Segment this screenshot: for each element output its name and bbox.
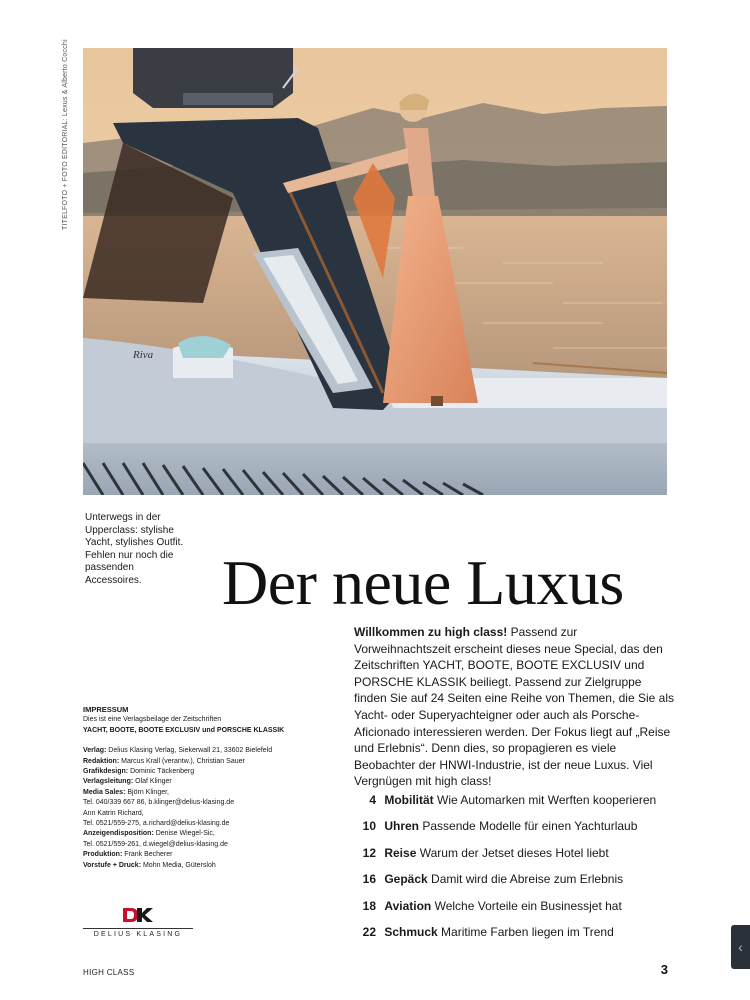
impressum-line [83, 840, 343, 850]
impressum-label: Redaktion: [83, 757, 120, 765]
photo-caption: Unterwegs in der Upperclass: stylishe Yacht, stylishes Outfit. Fehlen nur noch die passenden Accessoires. [85, 512, 184, 586]
delius-klasing-mark-icon [123, 908, 153, 922]
impressum-line [83, 798, 343, 808]
impressum-line [83, 829, 343, 839]
impressum-label: Verlag: [83, 747, 107, 755]
toc-title: Reise [384, 845, 417, 860]
publisher-logo-text: DELIUS KLASING [93, 931, 183, 938]
impressum-label: Produktion: [83, 851, 123, 859]
toc-item[interactable] [354, 816, 674, 842]
chevron-left-icon: ‹ [738, 939, 743, 955]
previous-page-button[interactable] [731, 925, 750, 969]
toc-page-number: 16 [362, 872, 376, 887]
toc-item[interactable] [354, 790, 674, 816]
intro-body: Passend zur Vorweihnachtszeit erscheint dieses neue Special, das den Zeitschriften YACHT, BOOTE, BOOTE EXCLUSIV und PORSCHE KLASSIK beiliegt. Passend zur Zielgruppe finden Sie auf 24 Seiten eine Reihe von Themen, die Sie als Yacht- oder Superyachteigner oder auch als Porsche-Aficionado interessieren werden. Der Fokus liegt auf „Reise und Erlebnis“. Denn dies, so propagieren es viele Beobachter der HNWI-Industrie, ist der neue Luxus. Viel Vergnügen mit high class! [354, 625, 674, 789]
publisher-logo [83, 908, 193, 938]
boat-brand-script: Riva [133, 349, 154, 361]
page-title: Der neue Luxus [222, 546, 624, 618]
toc-title: Aviation [384, 898, 432, 913]
impressum-value: Frank Becherer [122, 851, 173, 859]
toc-page-number: 10 [362, 819, 376, 834]
toc-item[interactable] [354, 896, 674, 922]
impressum-value: Dominic Täckenberg [128, 768, 195, 776]
impressum-value: Marcus Krall (verantw.), Christian Sauer [119, 757, 245, 765]
toc-page-number: 22 [362, 924, 376, 939]
impressum-line [83, 861, 343, 871]
toc-page-number: 12 [362, 845, 376, 860]
toc-page-number: 18 [362, 898, 376, 913]
toc-description: Welche Vorteile ein Businessjet hat [434, 898, 622, 913]
impressum-value: Ann Katrin Richard, [83, 809, 144, 817]
impressum-line [83, 777, 343, 787]
toc-title: Mobilität [384, 793, 434, 807]
impressum-value: Tel. 040/339 667 86, b.klinger@delius-klasing.de [83, 799, 235, 807]
logo-divider [83, 928, 193, 929]
impressum-value: Björn Klinger, [125, 788, 170, 796]
impressum-magazines-text: YACHT, BOOTE, BOOTE EXCLUSIV und PORSCHE KLASSIK [83, 726, 285, 734]
yacht-scene-illustration [83, 48, 667, 495]
impressum-line [83, 809, 343, 819]
impressum-heading: IMPRESSUM [83, 705, 129, 714]
toc-description: Wie Automarken mit Werften kooperieren [437, 793, 657, 807]
toc-description: Damit wird die Abreise zum Erlebnis [431, 872, 624, 887]
impressum-label: Anzeigendisposition: [83, 830, 154, 838]
impressum-line [83, 850, 343, 860]
toc-title: Schmuck [384, 924, 438, 939]
footer-section: HIGH CLASS [83, 968, 135, 977]
impressum-value: Delius Klasing Verlag, Siekerwall 21, 33602 Bielefeld [106, 747, 273, 755]
impressum [83, 705, 343, 871]
impressum-label: Verlagsleitung: [83, 778, 134, 786]
impressum-value: Tel. 0521/559-261, d.wiegel@delius-klasing.de [83, 840, 228, 848]
toc-description: Maritime Farben liegen im Trend [441, 924, 614, 939]
impressum-magazines [83, 726, 343, 736]
impressum-line [83, 767, 343, 777]
page-number: 3 [660, 962, 668, 977]
toc-page-number: 4 [369, 793, 376, 807]
impressum-value: Tel. 0521/559-275, a.richard@delius-klasing.de [83, 820, 230, 828]
impressum-value: Olaf Klinger [133, 778, 172, 786]
cover-photo [83, 48, 667, 495]
impressum-line [83, 819, 343, 829]
toc-item[interactable] [354, 843, 674, 869]
toc-description: Warum der Jetset dieses Hotel liebt [419, 845, 609, 860]
impressum-line [83, 746, 343, 756]
toc-title: Gepäck [384, 872, 428, 887]
toc-item[interactable] [354, 869, 674, 895]
photo-credit: TITELFOTO + FOTO EDITORIAL: Lexus & Alberto Cocchi [62, 39, 69, 230]
impressum-label: Grafikdesign: [83, 768, 129, 776]
table-of-contents [354, 790, 674, 948]
impressum-label: Media Sales: [83, 788, 126, 796]
impressum-label: Vorstufe + Druck: [83, 861, 142, 869]
intro-paragraph [354, 624, 674, 790]
impressum-line [83, 757, 343, 767]
impressum-note: Dies ist eine Verlagsbeilage der Zeitschriften [83, 716, 222, 724]
impressum-line [83, 788, 343, 798]
toc-item[interactable] [354, 922, 674, 948]
intro-lead: Willkommen zu high class! [354, 625, 508, 639]
toc-description: Passende Modelle für einen Yachturlaub [422, 819, 638, 834]
impressum-value: Denise Wiegel-Sic, [153, 830, 215, 838]
toc-title: Uhren [384, 819, 420, 834]
impressum-value: Mohn Media, Gütersloh [141, 861, 216, 869]
